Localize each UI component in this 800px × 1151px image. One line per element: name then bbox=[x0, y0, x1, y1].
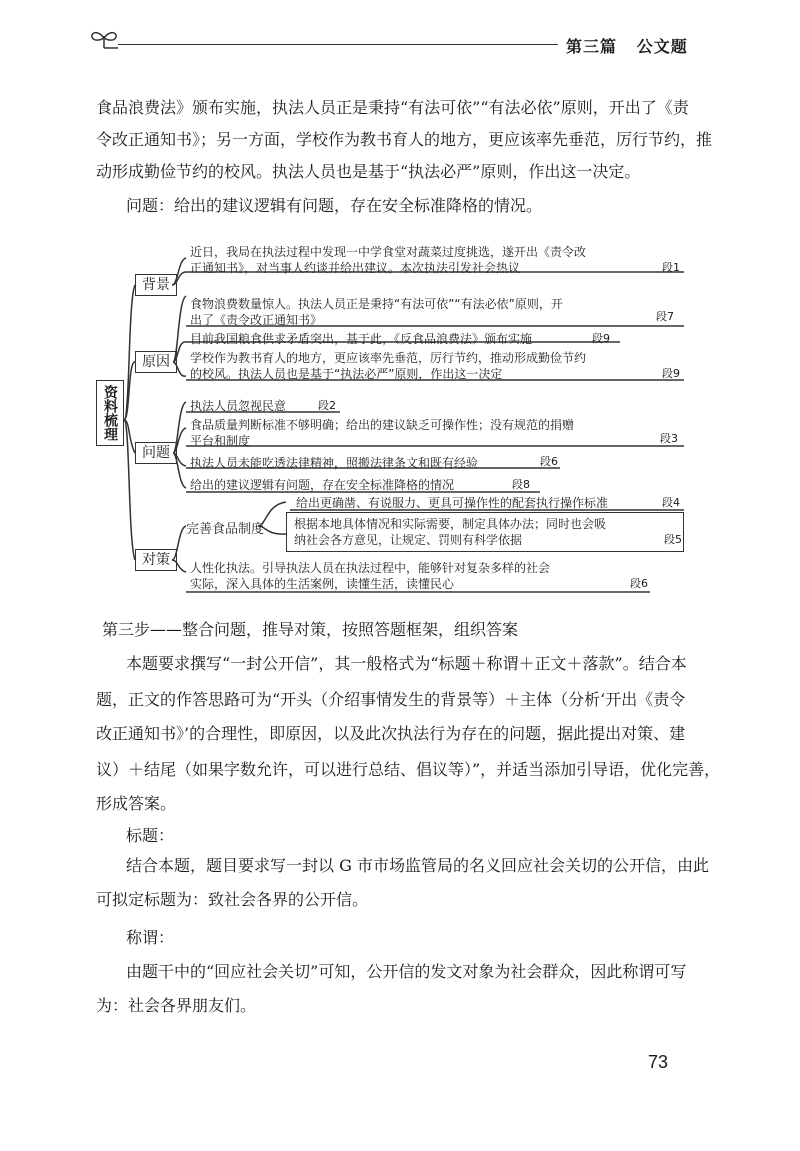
mindmap-item-line: 平台和制度 bbox=[190, 434, 251, 448]
category-problem: 问题 bbox=[135, 442, 177, 464]
paragraph-line: 形成答案。 bbox=[96, 794, 177, 813]
mindmap-item-line: 的校风。执法人员也是基于“执法必严”原则，作出这一决定 bbox=[190, 367, 503, 381]
mindmap-item-line: 执法人员忽视民意 bbox=[190, 399, 287, 413]
mindmap-item-line: 执法人员未能吃透法律精神，照搬法律条文和既有经验 bbox=[190, 456, 479, 470]
category-reason: 原因 bbox=[135, 351, 177, 373]
paragraph-line: 议）＋结尾（如果字数允许，可以进行总结、倡议等）”，并适当添加引导语，优化完善， bbox=[96, 760, 721, 779]
paragraph-line: 食品浪费法》颁布实施，执法人员正是秉持“有法可依”“有法必依”原则，开出了《责 bbox=[96, 98, 689, 117]
paragraph-line: 可拟定标题为：致社会各界的公开信。 bbox=[96, 890, 369, 909]
category-background: 背景 bbox=[135, 274, 177, 296]
paragraph-line: 题，正文的作答思路可为“开头（介绍事情发生的背景等）＋主体（分析‘开出《责令 bbox=[96, 690, 686, 709]
mindmap-item-line: 根据本地具体情况和实际需要，制定具体办法；同时也会吸 bbox=[294, 517, 607, 531]
paragraph-tag: 段5 bbox=[664, 533, 682, 546]
root-node bbox=[96, 380, 124, 446]
paragraph-line: 为：社会各界朋友们。 bbox=[96, 996, 257, 1015]
mindmap-item-line: 出了《责令改正通知书》 bbox=[190, 313, 323, 327]
paragraph-tag: 段4 bbox=[662, 496, 680, 509]
section-label-title: 标题： bbox=[126, 826, 175, 845]
problem-statement: 问题：给出的建议逻辑有问题，存在安全标准降格的情况。 bbox=[126, 196, 543, 215]
mindmap-item-line: 食物浪费数量惊人。执法人员正是秉持“有法可依”“有法必依”原则，开 bbox=[190, 297, 563, 311]
section-title: 公文题 bbox=[636, 37, 688, 56]
category-solution: 对策 bbox=[135, 549, 177, 571]
solution-subcategory: 完善食品制度 bbox=[186, 522, 265, 537]
mindmap-item-line: 给出更确凿、有说服力、更具可操作性的配套执行操作标准 bbox=[296, 496, 609, 510]
paragraph-tag: 段6 bbox=[630, 577, 648, 590]
mindmap-item-line: 近日，我局在执法过程中发现一中学食堂对蔬菜过度挑选，遂开出《责令改 bbox=[190, 245, 587, 259]
paragraph-tag: 段3 bbox=[660, 432, 678, 445]
paragraph-tag: 段9 bbox=[662, 367, 680, 380]
mindmap-item-line: 学校作为教书育人的地方，更应该率先垂范，厉行节约，推动形成勤俭节约 bbox=[190, 351, 587, 365]
paragraph-line: 动形成勤俭节约的校风。执法人员也是基于“执法必严”原则，作出这一决定。 bbox=[96, 162, 641, 181]
paragraph-tag: 段9 bbox=[592, 332, 610, 345]
paragraph-line: 结合本题，题目要求写一封以 G 市市场监管局的名义回应社会关切的公开信，由此 bbox=[126, 856, 709, 875]
paragraph-tag: 段1 bbox=[662, 261, 680, 274]
paragraph-line: 改正通知书》’的合理性，即原因，以及此次执法行为存在的问题，据此提出对策、建 bbox=[96, 724, 686, 743]
mindmap-item-line: 纳社会各方意见，让规定、罚则有科学依据 bbox=[294, 533, 523, 547]
step-heading: 第三步——整合问题，推导对策，按照答题框架，组织答案 bbox=[102, 620, 519, 639]
mindmap-item-line: 实际，深入具体的生活案例，读懂生活，读懂民心 bbox=[190, 577, 455, 591]
paragraph-tag: 段6 bbox=[540, 455, 558, 468]
mindmap-item-line: 目前我国粮食供求矛盾突出，基于此，《反食品浪费法》颁布实施 bbox=[190, 332, 533, 346]
page-number: 73 bbox=[648, 1052, 669, 1072]
paragraph-line: 令改正通知书》；另一方面，学校作为教书育人的地方，更应该率先垂范，厉行节约，推 bbox=[96, 130, 713, 149]
mindmap-item-line: 人性化执法。引导执法人员在执法过程中，能够针对复杂多样的社会 bbox=[190, 561, 551, 575]
paragraph-line: 本题要求撰写“一封公开信”，其一般格式为“标题＋称谓＋正文＋落款”。结合本 bbox=[126, 654, 687, 673]
section-label: 第三篇 bbox=[566, 37, 618, 56]
mindmap-item-line: 给出的建议逻辑有问题，存在安全标准降格的情况 bbox=[190, 478, 455, 492]
mindmap-item-line: 食品质量判断标准不够明确；给出的建议缺乏可操作性；没有规范的捐赠 bbox=[190, 418, 575, 432]
paragraph-tag: 段7 bbox=[656, 310, 674, 323]
root-label: 资料梳理 bbox=[102, 385, 118, 441]
mindmap-item-line: 正通知书》，对当事人约谈并给出建议。本次执法引发社会热议 bbox=[190, 261, 521, 275]
paragraph-line: 由题干中的“回应社会关切”可知，公开信的发文对象为社会群众，因此称谓可写 bbox=[126, 962, 687, 981]
paragraph-tag: 段8 bbox=[512, 478, 530, 491]
paragraph-tag: 段2 bbox=[318, 399, 336, 412]
section-label-greeting: 称谓： bbox=[126, 928, 175, 947]
